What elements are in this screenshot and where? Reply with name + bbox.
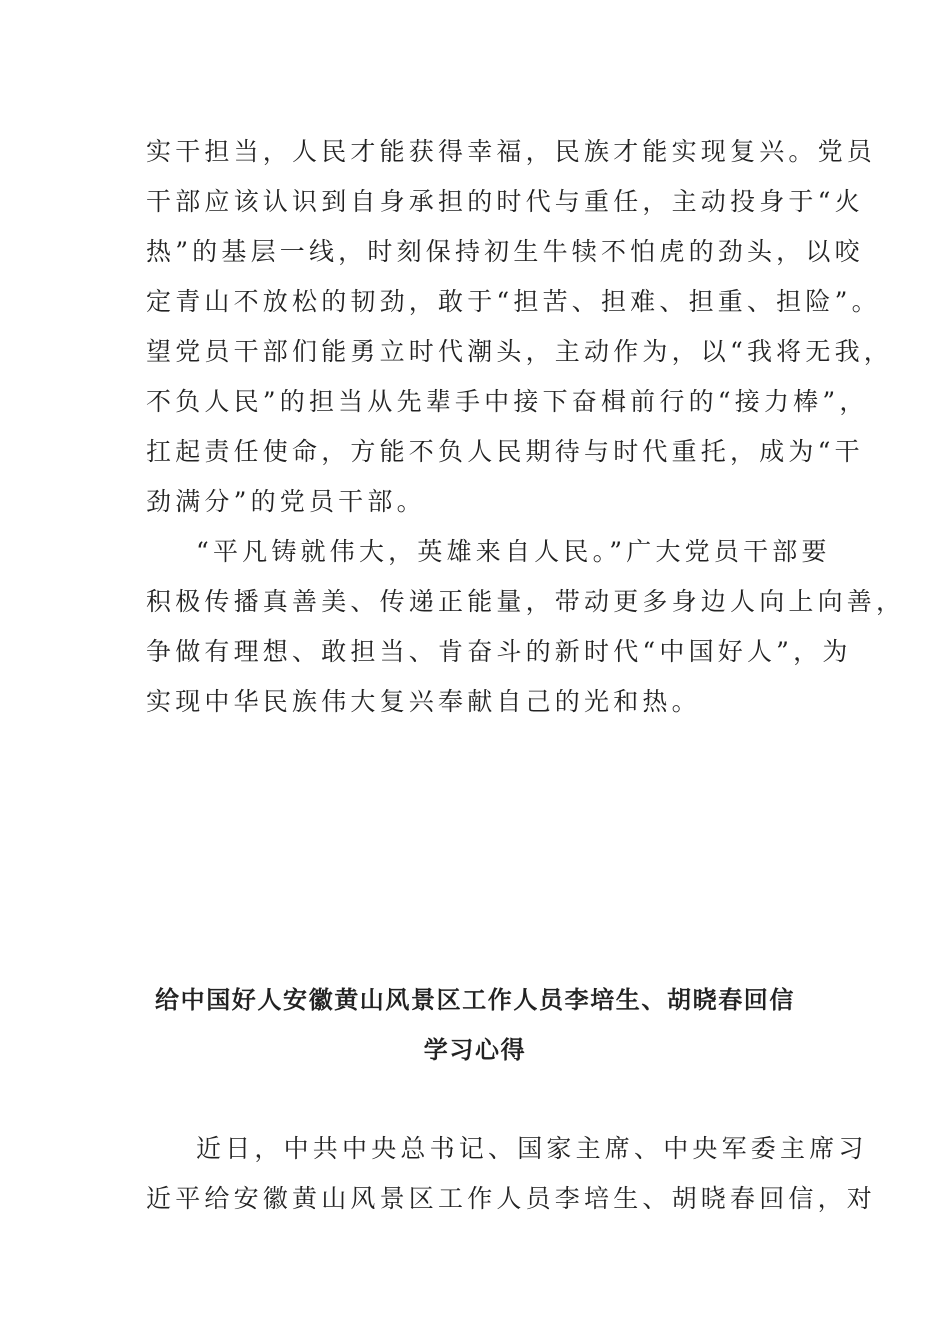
para1-line-8: 劲满分”的党员干部。 xyxy=(146,487,426,516)
para1-line-7: 扛起责任使命，方能不负人民期待与时代重托，成为“干 xyxy=(146,437,864,466)
para3-line-1: 近日，中共中央总书记、国家主席、中央军委主席习 xyxy=(196,1134,868,1163)
para1-line-1: 实干担当，人民才能获得幸福，民族才能实现复兴。党员 xyxy=(146,137,877,166)
para1-line-2: 干部应该认识到自身承担的时代与重任，主动投身于“火 xyxy=(146,187,864,216)
para1-line-5: 望党员干部们能勇立时代潮头，主动作为，以“我将无我， xyxy=(146,337,893,366)
para2-line-3: 争做有理想、敢担当、肯奋斗的新时代“中国好人”，为 xyxy=(146,637,852,666)
para2-line-2: 积极传播真善美、传递正能量，带动更多身边人向上向善， xyxy=(146,587,906,616)
para2-line-1: “平凡铸就伟大，英雄来自人民。”广大党员干部要 xyxy=(196,537,831,566)
para1-line-4: 定青山不放松的韧劲，敢于“担苦、担难、担重、担险”。 xyxy=(146,287,881,316)
article-title-line-2: 学习心得 xyxy=(423,1036,527,1064)
para3-line-2: 近平给安徽黄山风景区工作人员李培生、胡晓春回信，对 xyxy=(146,1184,877,1213)
para1-line-6: 不负人民”的担当从先辈手中接下奋楫前行的“接力棒”， xyxy=(146,387,869,416)
para1-line-3: 热”的基层一线，时刻保持初生牛犊不怕虎的劲头，以咬 xyxy=(146,237,864,266)
para2-line-4: 实现中华民族伟大复兴奉献自己的光和热。 xyxy=(146,687,701,716)
article-title-line-1: 给中国好人安徽黄山风景区工作人员李培生、胡晓春回信 xyxy=(155,986,795,1014)
